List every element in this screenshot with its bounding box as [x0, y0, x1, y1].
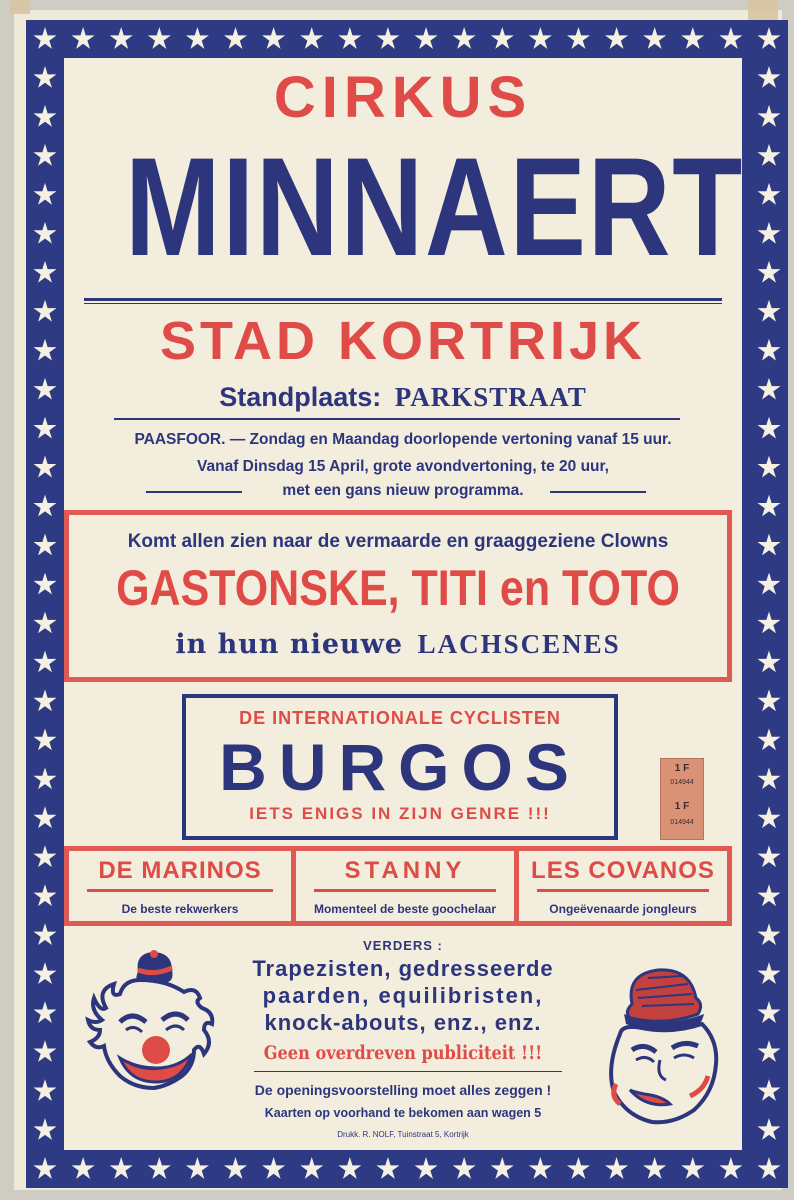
header-rule-1	[84, 298, 722, 301]
act-underline	[314, 889, 496, 892]
cyclists-name: BURGOS	[219, 730, 581, 804]
cirkus-heading: CIRKUS	[273, 65, 533, 130]
act-name: STANNY	[344, 857, 466, 884]
acts-box	[64, 846, 732, 926]
tape-top-left	[10, 0, 30, 14]
act-de-marinos	[69, 851, 291, 921]
tickets-line: Kaarten op voorhand te bekomen aan wagen 5	[264, 1106, 542, 1120]
clowns-box	[64, 510, 732, 682]
poster-content	[64, 58, 742, 1150]
act-name: DE MARINOS	[98, 857, 262, 884]
further-line-3: knock-abouts, enz., enz.	[264, 1010, 542, 1035]
no-hype-underline	[254, 1071, 562, 1072]
clowns-outro-prefix: in hun nieuwe	[175, 629, 404, 660]
tax-stamp	[660, 758, 704, 840]
location-label: Standplaats:	[219, 382, 382, 412]
act-underline	[537, 889, 709, 892]
schedule-line-2: Vanaf Dinsdag 15 April, grote avondvertoning, te 20 uur,	[197, 458, 609, 475]
act-stanny	[296, 851, 514, 921]
schedule-line-3: met een gans nieuw programma.	[282, 482, 524, 499]
no-hype-line: Geen overdreven publiciteit !!!	[263, 1042, 543, 1064]
schedule-dash-right	[550, 491, 646, 493]
location-line	[64, 380, 742, 414]
city-heading: STAD KORTRIJK	[159, 311, 646, 371]
location-value: PARKSTRAAT	[394, 382, 587, 412]
cyclists-tagline: IETS ENIGS IN ZIJN GENRE !!!	[249, 804, 551, 823]
further-label: VERDERS :	[363, 938, 443, 953]
act-description: De beste rekwerkers	[121, 902, 239, 916]
opening-line: De openingsvoorstelling moet alles zeggen !	[254, 1082, 552, 1098]
printer-credit: Drukk. R. NOLF, Tuinstraat 5, Kortrijk	[337, 1130, 469, 1139]
clowns-names: GASTONSKE, TITI en TOTO	[116, 560, 680, 616]
act-les-covanos	[519, 851, 727, 921]
further-line-1: Trapezisten, gedresseerde	[252, 956, 554, 981]
act-name: LES COVANOS	[531, 857, 715, 884]
act-description: Ongeëvenaarde jongleurs	[549, 902, 697, 916]
clowns-outro	[69, 627, 727, 662]
clowns-intro: Komt allen zien naar de vermaarde en graaggeziene Clowns	[127, 531, 669, 552]
act-underline	[87, 889, 273, 892]
stamp-serial-bottom: 014944	[670, 819, 694, 826]
stamp-serial-top: 014944	[670, 779, 694, 786]
circus-name-title: MINNAERT	[125, 128, 744, 285]
cyclists-intro: DE INTERNATIONALE CYCLISTEN	[239, 708, 561, 728]
cyclists-box	[182, 694, 618, 840]
header-rule-2	[84, 303, 722, 304]
clowns-outro-emph: LACHSCENES	[417, 629, 621, 659]
tape-top-right	[748, 0, 778, 22]
schedule-line-1: PAASFOOR. — Zondag en Maandag doorlopende vertoning vanaf 15 uur.	[134, 431, 672, 448]
act-description: Momenteel de beste goochelaar	[313, 902, 497, 916]
clown-face-left-illustration	[80, 950, 230, 1120]
location-underline	[114, 418, 680, 420]
clown-face-right-illustration	[586, 964, 736, 1134]
stamp-value-bottom: 1 F	[674, 801, 690, 812]
stamp-value-top: 1 F	[674, 763, 690, 774]
further-line-2: paarden, equilibristen,	[262, 983, 544, 1008]
